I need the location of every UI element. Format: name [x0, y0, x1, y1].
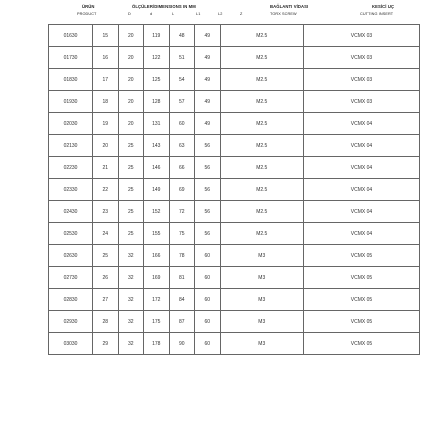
dim-col-d: d [150, 12, 153, 16]
cell-screw: M2.5 [220, 135, 303, 157]
cell-insert: VCMX 03 [304, 25, 420, 47]
cell-d2: 25 [118, 135, 144, 157]
cell-code: 02330 [49, 179, 93, 201]
cell-d2: 20 [118, 25, 144, 47]
cell-insert: VCMX 04 [304, 157, 420, 179]
cell-code: 02930 [49, 311, 93, 333]
cell-d: 23 [93, 201, 119, 223]
cell-d2: 25 [118, 201, 144, 223]
product-header-en: PRODUCT [77, 12, 97, 16]
cell-d: 27 [93, 289, 119, 311]
table-row [49, 179, 420, 201]
cell-d2: 32 [118, 267, 144, 289]
cell-screw: M2.5 [220, 179, 303, 201]
cell-l: 149 [144, 179, 170, 201]
cell-code: 02030 [49, 113, 93, 135]
cell-l2: 49 [195, 113, 221, 135]
cell-l1: 72 [169, 201, 195, 223]
cell-l2: 49 [195, 47, 221, 69]
dim-col-Z: Z [240, 12, 243, 16]
table-row [49, 91, 420, 113]
cell-d2: 25 [118, 157, 144, 179]
cell-screw: M2.5 [220, 113, 303, 135]
cell-screw: M3 [220, 333, 303, 355]
table-header [0, 4, 448, 26]
cell-l2: 49 [195, 69, 221, 91]
cell-l: 169 [144, 267, 170, 289]
cell-code: 01730 [49, 47, 93, 69]
dim-col-L: L [172, 12, 175, 16]
cell-code: 02130 [49, 135, 93, 157]
table-row [49, 333, 420, 355]
cell-l1: 48 [169, 25, 195, 47]
cell-d2: 32 [118, 245, 144, 267]
cell-l: 143 [144, 135, 170, 157]
cell-insert: VCMX 03 [304, 91, 420, 113]
table-row [49, 267, 420, 289]
cell-insert: VCMX 05 [304, 333, 420, 355]
cell-l2: 56 [195, 179, 221, 201]
cell-code: 01630 [49, 25, 93, 47]
cell-d: 17 [93, 69, 119, 91]
cell-l1: 57 [169, 91, 195, 113]
cell-code: 02530 [49, 223, 93, 245]
cell-insert: VCMX 05 [304, 311, 420, 333]
cell-d: 26 [93, 267, 119, 289]
cell-l2: 60 [195, 267, 221, 289]
cell-code: 02830 [49, 289, 93, 311]
cell-code: 02730 [49, 267, 93, 289]
cell-insert: VCMX 04 [304, 201, 420, 223]
cell-d: 18 [93, 91, 119, 113]
cell-screw: M2.5 [220, 201, 303, 223]
cell-code: 02630 [49, 245, 93, 267]
cell-code: 02430 [49, 201, 93, 223]
cell-l1: 54 [169, 69, 195, 91]
cell-d2: 20 [118, 91, 144, 113]
cell-l: 128 [144, 91, 170, 113]
cell-code: 01930 [49, 91, 93, 113]
cell-insert: VCMX 05 [304, 245, 420, 267]
cell-screw: M2.5 [220, 91, 303, 113]
table-row [49, 289, 420, 311]
cell-l2: 56 [195, 135, 221, 157]
cell-l: 146 [144, 157, 170, 179]
cell-code: 01830 [49, 69, 93, 91]
cell-screw: M3 [220, 267, 303, 289]
table-row [49, 245, 420, 267]
cell-screw: M3 [220, 245, 303, 267]
cell-insert: VCMX 05 [304, 267, 420, 289]
cell-d2: 20 [118, 113, 144, 135]
cell-l2: 60 [195, 289, 221, 311]
cell-d: 24 [93, 223, 119, 245]
cell-code: 02230 [49, 157, 93, 179]
cell-d: 19 [93, 113, 119, 135]
cell-l2: 56 [195, 157, 221, 179]
cell-insert: VCMX 05 [304, 289, 420, 311]
cell-l: 125 [144, 69, 170, 91]
cell-l: 172 [144, 289, 170, 311]
table-row [49, 135, 420, 157]
cell-insert: VCMX 03 [304, 47, 420, 69]
cell-l: 178 [144, 333, 170, 355]
cell-d: 15 [93, 25, 119, 47]
cell-l2: 56 [195, 223, 221, 245]
table-row [49, 201, 420, 223]
spec-table [48, 24, 420, 355]
cell-code: 03030 [49, 333, 93, 355]
table-row [49, 25, 420, 47]
cell-screw: M2.5 [220, 25, 303, 47]
cell-l1: 51 [169, 47, 195, 69]
cell-l2: 49 [195, 91, 221, 113]
cell-l2: 56 [195, 201, 221, 223]
cell-l2: 60 [195, 311, 221, 333]
insert-header-en: CUTTING INSERT [360, 12, 394, 16]
table-row [49, 69, 420, 91]
cell-l1: 69 [169, 179, 195, 201]
cell-l2: 49 [195, 25, 221, 47]
cell-d: 21 [93, 157, 119, 179]
cell-l: 131 [144, 113, 170, 135]
cell-l: 155 [144, 223, 170, 245]
cell-screw: M3 [220, 311, 303, 333]
dimensions-header: ÖLÇÜLER/DIMENSIONS IN MM [132, 4, 196, 9]
table-row [49, 311, 420, 333]
cell-d2: 32 [118, 311, 144, 333]
cell-l1: 66 [169, 157, 195, 179]
cell-screw: M2.5 [220, 69, 303, 91]
cell-l: 152 [144, 201, 170, 223]
cell-screw: M2.5 [220, 157, 303, 179]
cell-d: 25 [93, 245, 119, 267]
screw-header: BAĞLANTI VİDASI [270, 4, 309, 9]
dim-col-L1: L1 [196, 12, 201, 16]
cell-d2: 20 [118, 47, 144, 69]
table-row [49, 47, 420, 69]
cell-d: 20 [93, 135, 119, 157]
cell-l1: 84 [169, 289, 195, 311]
cell-l1: 60 [169, 113, 195, 135]
dim-col-L2: L2 [218, 12, 223, 16]
table-row [49, 113, 420, 135]
table-row [49, 223, 420, 245]
cell-l2: 60 [195, 245, 221, 267]
product-header: ÜRÜN [82, 4, 95, 9]
cell-l1: 81 [169, 267, 195, 289]
cell-screw: M2.5 [220, 223, 303, 245]
cell-insert: VCMX 04 [304, 113, 420, 135]
cell-l1: 90 [169, 333, 195, 355]
cell-d2: 32 [118, 333, 144, 355]
cell-l: 119 [144, 25, 170, 47]
cell-d: 22 [93, 179, 119, 201]
cell-l1: 75 [169, 223, 195, 245]
cell-screw: M2.5 [220, 47, 303, 69]
screw-header-en: TORX SCREW [270, 12, 297, 16]
cell-screw: M3 [220, 289, 303, 311]
insert-header: KESİCİ UÇ [372, 4, 395, 9]
dim-col-D: D [128, 12, 131, 16]
cell-l1: 87 [169, 311, 195, 333]
cell-d: 16 [93, 47, 119, 69]
cell-d2: 25 [118, 223, 144, 245]
cell-d: 28 [93, 311, 119, 333]
table-row [49, 157, 420, 179]
cell-insert: VCMX 04 [304, 179, 420, 201]
cell-insert: VCMX 04 [304, 135, 420, 157]
cell-l1: 63 [169, 135, 195, 157]
cell-l1: 78 [169, 245, 195, 267]
cell-insert: VCMX 03 [304, 69, 420, 91]
cell-l2: 60 [195, 333, 221, 355]
cell-l: 122 [144, 47, 170, 69]
cell-d2: 32 [118, 289, 144, 311]
cell-d: 29 [93, 333, 119, 355]
cell-d2: 20 [118, 69, 144, 91]
cell-insert: VCMX 04 [304, 223, 420, 245]
cell-l: 175 [144, 311, 170, 333]
cell-d2: 25 [118, 179, 144, 201]
cell-l: 166 [144, 245, 170, 267]
